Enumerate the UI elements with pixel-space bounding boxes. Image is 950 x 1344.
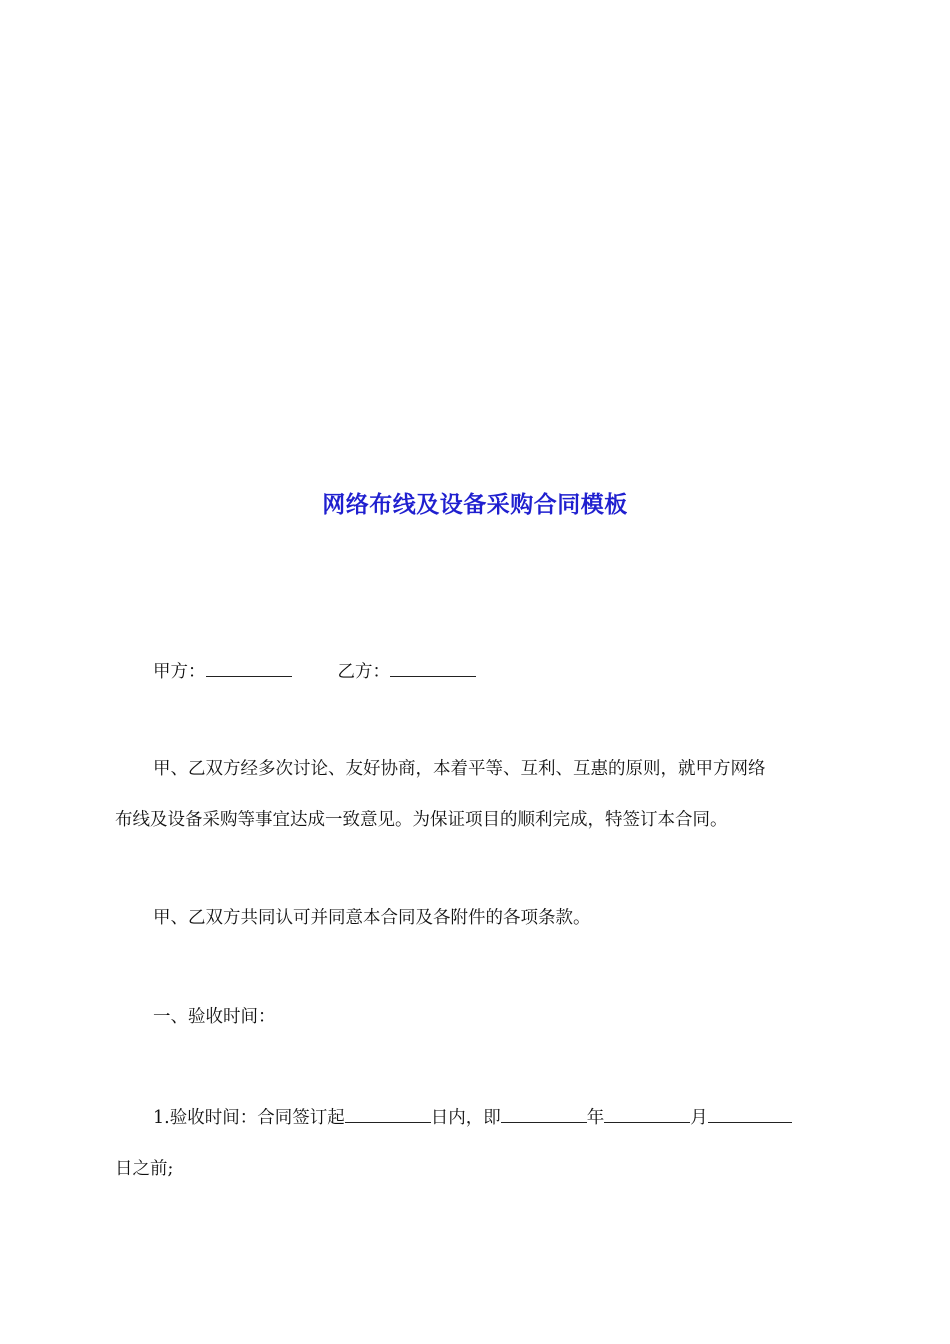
- item-1-month-label: 月: [690, 1108, 708, 1128]
- section-1-heading: 一、验收时间：: [153, 1007, 276, 1027]
- section-1-item-1-line-2: 日之前;: [115, 1159, 174, 1179]
- party-a-blank: [206, 660, 292, 677]
- parties-line: [153, 660, 476, 684]
- party-a-label: 甲方：: [153, 662, 206, 682]
- item-1-prefix: 1.验收时间：合同签订起: [153, 1108, 345, 1128]
- section-1-item-1-line-1: [153, 1106, 792, 1130]
- item-1-year-label: 年: [586, 1108, 605, 1128]
- paragraph-2: 甲、乙双方共同认可并同意本合同及各附件的各项条款。: [153, 908, 591, 928]
- day-blank: [708, 1106, 792, 1123]
- party-b-blank: [390, 660, 476, 677]
- item-1-days-suffix: 日内，即: [430, 1108, 501, 1128]
- days-blank: [345, 1106, 431, 1123]
- month-blank: [604, 1106, 690, 1123]
- year-blank: [501, 1106, 587, 1123]
- document-title: 网络布线及设备采购合同模板: [322, 492, 628, 518]
- paragraph-1-line-1: 甲、乙双方经多次讨论、友好协商，本着平等、互利、互惠的原则，就甲方网络: [153, 759, 766, 779]
- party-b-label: 乙方：: [337, 662, 390, 682]
- paragraph-1-line-2: 布线及设备采购等事宜达成一致意见。为保证项目的顺利完成，特签订本合同。: [115, 810, 728, 830]
